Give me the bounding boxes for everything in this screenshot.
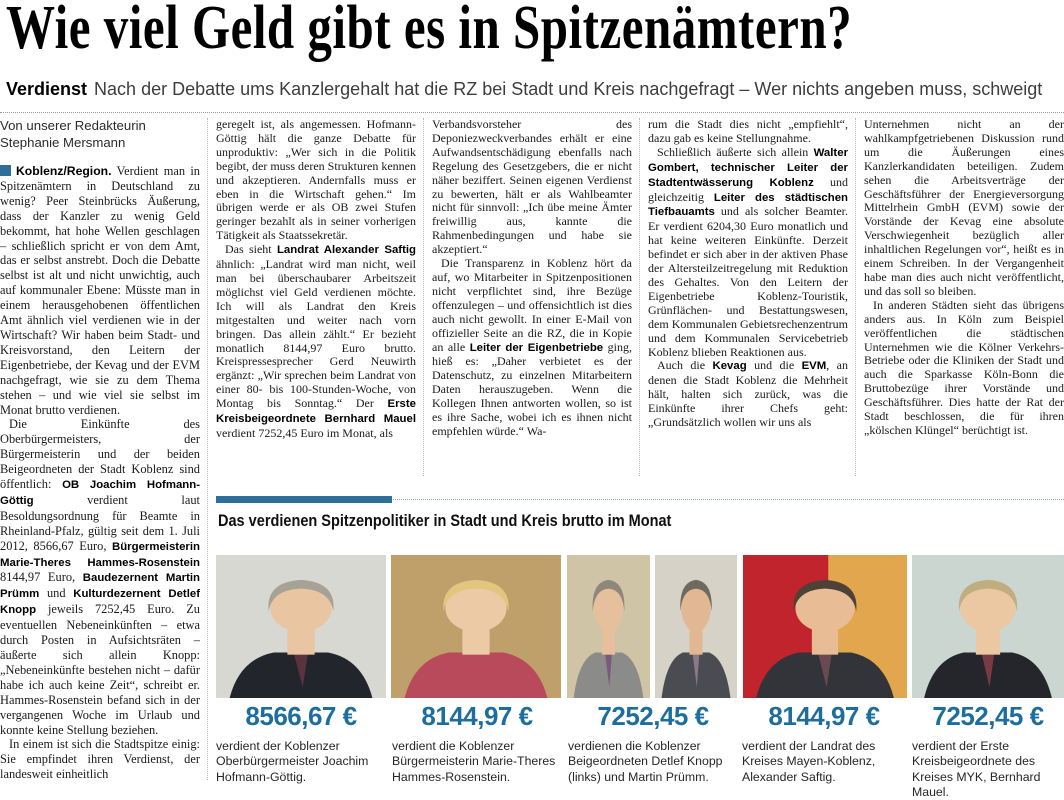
portrait-illustration-marie-theres-hammes-rosenstein (391, 555, 561, 698)
byline-role: Von unserer Redakteurin (0, 118, 146, 133)
column-divider (207, 118, 208, 780)
salary-caption: verdient der Koblenzer Oberbürgermeister Joachim Hofmann-Göttig. (216, 739, 369, 784)
portrait-photo-bernhard-mauel (912, 555, 1064, 698)
article-paragraph: In anderen Städten sieht das übrigens anders aus. In Köln zum Beispiel veröffentlichen die städtischen Unternehmen wie die Kölner Verkehrs-Betriebe oder die Kliniken der Stadt und auch die Sparkasse Köln-Bonn die Bruttobezüge ihrer Vorstände und Geschäftsführer. Dies hatte der Rat der Stadt beschlossen, die für ihren „kölschen Klüngel“ berüchtigt ist. (864, 297, 1064, 437)
subheadline-kicker: Verdienst (6, 79, 88, 99)
article-paragraph: Koblenz/Region. Verdient man in Spitzenämtern in Deutschland zu wenig? Peer Steinbrücks Äußerung, dass der Kanzler zu wenig Geld bekommt, hat hohe Wellen geschlagen – schließlich spricht er von dem Amt, das er selbst anstrebt. Doch die Debatte selbst ist alt und nicht unwichtig, auch auf kommunaler Ebene: Müsste man in einem herausgehobenen öffentlichen Amt ähnlich viel verdienen wie in der Wirtschaft? Wir haben beim Stadt- und Kreisvorstand, den Leitern der Eigenbetriebe, der Kevag und der EVM nachgefragt, wie sie zu dem Thema stehen – und wie viel sie selbst im Monat brutto verdienen. (0, 164, 200, 417)
infobox-entry (912, 702, 1064, 800)
article-paragraph: rum die Stadt dies nicht „empfiehlt“, dazu gab es keine Stellungnahme. (648, 118, 848, 145)
article-column-1 (0, 118, 200, 787)
infobox-entry (568, 702, 738, 785)
portrait-illustration-detlef-knopp (567, 555, 650, 698)
salary-amount: 8566,67 € (245, 701, 357, 731)
portrait-photo-alexander-saftig (743, 555, 907, 698)
article-column-2 (216, 118, 416, 474)
salary-caption: verdient der Landrat des Kreises Mayen-Koblenz, Alexander Saftig. (742, 739, 876, 784)
headline: Wie viel Geld gibt es in Spitzenämtern? (6, 0, 853, 62)
article-paragraph: Unternehmen nicht an der wahlkampfgetriebenen Diskussion rund um die Äußerungen eines Kanzlerkandidaten beteiligen. Zudem sehen die Arbeitsverträge der Geschäftsführer der Energieversorgung Mittelrhein GmbH (EVM) sowie der Vorstände der Kevag eine absolute Verschwiegenheit bezüglich aller inhaltlichen Regelungen vor“, heißt es in einem Schreiben. In der Vergangenheit habe man dies auch nicht veröffentlicht, und das soll so bleiben. (864, 118, 1064, 298)
byline-author: Stephanie Mersmann (0, 134, 126, 150)
salary-amount: 7252,45 € (597, 701, 709, 731)
article-paragraph: Das sieht Landrat Alexander Saftig ähnlich: „Landrat wird man nicht, weil man bei überschaubarer Arbeitszeit möglichst viel Geld verdienen möchte. Ich will als Landrat den Kreis mitgestalten und weiter nach vorn bringen. Das allein zählt.“ Er bezieht monatlich 8144,97 Euro brutto. Kreispressesprecher Gerd Neuwirth ergänzt: „Wir sprechen beim Landrat von einer 80- bis 100-Stunden-Woche, von Montag bis Sonntag.“ Der Erste Kreisbeigeordnete Bernhard Mauel verdient 7252,45 Euro im Monat, als (216, 242, 416, 440)
paragraph-lead: Koblenz/Region. (16, 164, 112, 178)
salary-infobox (216, 496, 1064, 799)
article-paragraph: Verbandsvorsteher des Deponiezweckverbandes erhält er eine Aufwandsentschädigung ebenfalls nach Regelung des Gesetzgebers, die er nicht näher beziffert. Seinen eigenen Verdienst zu bewerten, hält er als Wahlbeamter nicht für sinnvoll: „Ich übe meine Ämter freiwillig aus, kannte die Rahmenbedingungen und habe sie akzeptiert.“ (432, 118, 632, 257)
article-paragraph: geregelt ist, als angemessen. Hofmann-Göttig hält die ganze Debatte für unproduktiv: „Wer sich in die Politik begibt, der muss deren Strukturen kennen und akzeptieren. Andernfalls muss er eben in die Wirtschaft gehen.“ Im übrigen werde er als OB zwei Stufen geringer bezahlt als in seiner vorherigen Tätigkeit als Staatssekretär. (216, 118, 416, 243)
article-paragraph: In einem ist sich die Stadtspitze einig: Sie empfindet ihren Verdienst, der landesweit einheitlich (0, 737, 200, 782)
divider (0, 112, 1064, 113)
portrait-photo-marie-theres-hammes-rosenstein (391, 555, 561, 698)
column-divider (639, 118, 640, 476)
portrait-row (216, 555, 1064, 698)
salary-caption: verdient der Erste Kreisbeigeordnete des Kreises MYK, Bernhard Mauel. (912, 739, 1041, 799)
infobox-entry (216, 702, 386, 785)
infobox-entry (742, 702, 906, 785)
portrait-photo-detlef-knopp (567, 555, 650, 698)
article-column-3 (432, 118, 632, 474)
section-bullet-icon (0, 165, 11, 176)
infobox-title: Das verdienen Spitzenpolitiker in Stadt und Kreis brutto im Monat (218, 512, 672, 530)
column-divider (855, 118, 856, 476)
subheadline (6, 79, 1064, 100)
portrait-photo-joachim-hofmann-goettig (216, 555, 386, 698)
byline (0, 118, 200, 151)
portrait-photo-martin-pruemm (655, 555, 737, 698)
portrait-illustration-martin-pruemm (655, 555, 737, 698)
infobox-entry (392, 702, 562, 785)
accent-bar (216, 496, 392, 503)
portrait-illustration-alexander-saftig (743, 555, 907, 698)
article-text-block (0, 164, 200, 782)
article-column-5 (864, 118, 1064, 474)
portrait-illustration-bernhard-mauel (912, 555, 1064, 698)
article-column-4 (648, 118, 848, 474)
subheadline-text: Nach der Debatte ums Kanzlergehalt hat die RZ bei Stadt und Kreis nachgefragt – Wer nichts angeben muss, schweigt (94, 79, 1043, 99)
salary-amount: 8144,97 € (768, 701, 880, 731)
article-paragraph: Die Transparenz in Koblenz hört da auf, wo Mitarbeiter in Spitzenpositionen nicht verpflichtet sind, ihre Bezüge offenzulegen – und offensichtlich ist dies auch nicht gewollt. In einer E-Mail von offizieller Seite an die RZ, die in Kopie an alle Leiter der Eigenbetriebe ging, hieß es: „Daher verbietet es der Datenschutz, zu einzelnen Mitarbeitern Daten herauszugeben. Wenn die Kollegen Ihnen antworten wollen, so ist es ihre Sache, wobei ich es ihnen nicht empfehlen würde.“ Wa- (432, 256, 632, 438)
column-divider (423, 118, 424, 476)
portrait-illustration-joachim-hofmann-goettig (216, 555, 386, 698)
salary-caption: verdient die Koblenzer Bürgermeisterin Marie-Theres Hammes-Rosenstein. (392, 739, 556, 784)
article-paragraph: Auch die Kevag und die EVM, an denen die Stadt Koblenz die Mehrheit hält, halten sich zurück, was die Einkünfte ihrer Chefs geht: „Grundsätzlich wollen wir uns als (648, 358, 848, 430)
salary-caption: verdienen die Koblenzer Beigeordneten Detlef Knopp (links) und Martin Prümm. (568, 739, 723, 784)
article-paragraph: Die Einkünfte des Oberbürgermeisters, der Bürgermeisterin und der beiden Beigeordneten der Stadt Koblenz sind öffentlich: OB Joachim Hofmann-Göttig verdient laut Besoldungsordnung für Beamte in Rheinland-Pfalz, gültig seit dem 1. Juli 2012, 8566,67 Euro, Bürgermeisterin Marie-Theres Hammes-Rosenstein 8144,97 Euro, Baudezernent Martin Prümm und Kulturdezernent Detlef Knopp jeweils 7252,45 Euro. Zu eventuellen Nebeneinkünften – etwa durch Posten in Aufsichtsräten – äußerte sich allein Knopp: „Nebeneinkünfte bestehen nicht – dafür habe ich auch keine Zeit“, schreibt er. Hammes-Rosenstein befand sich in der vergangenen Woche im Urlaub und konnte keine Stellung beziehen. (0, 417, 200, 737)
article-paragraph: Schließlich äußerte sich allein Walter Gombert, technischer Leiter der Stadtentwässerung Koblenz und gleichzeitig Leiter des städtischen Tiefbauamts und als solcher Beamter. Er verdient 6204,30 Euro monatlich und hat keine weiteren Einkünfte. Derzeit befindet er sich aber in der aktiven Phase der Altersteilzeitregelung mit Reduktion des Gehaltes. Von den Leitern der Eigenbetriebe Koblenz-Touristik, Grünflächen- und Bestattungswesen, dem Kommunalen Gebietsrechenzentrum und dem Kommunalen Servicebetrieb Koblenz blieben Reaktionen aus. (648, 144, 848, 359)
infobox-entries (216, 701, 1064, 799)
salary-amount: 7252,45 € (932, 701, 1044, 731)
salary-amount: 8144,97 € (421, 701, 533, 731)
